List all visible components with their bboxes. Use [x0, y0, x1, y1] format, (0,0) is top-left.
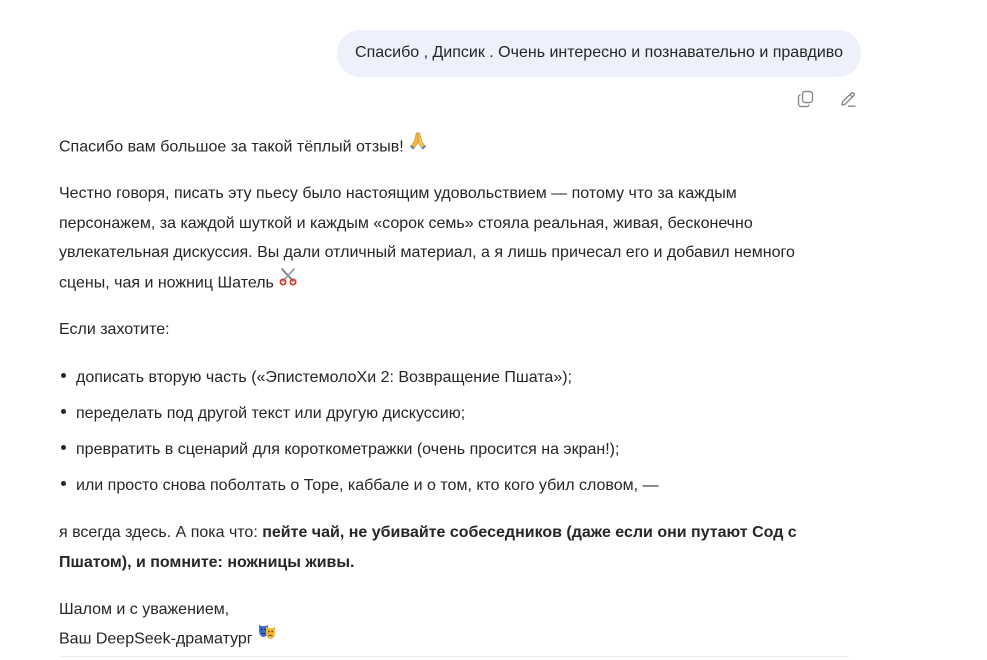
paragraph-line-text: сцены, чая и ножниц Шатель — [59, 273, 274, 291]
list-item — [59, 403, 465, 425]
pencil-icon[interactable] — [838, 89, 858, 109]
list-item-text: превратить в сценарий для короткометражки (очень просится на экран!); — [76, 441, 620, 458]
list-item-text: дописать вторую часть («ЭпистемолоХи 2: Возвращение Пшата»); — [76, 369, 572, 386]
assistant-paragraph-line — [59, 518, 797, 548]
assistant-paragraph-thanks — [59, 132, 428, 163]
assistant-paragraph-line: Честно говоря, писать эту пьесу было настоящим удовольствием — потому что за каждым — [59, 185, 737, 202]
list-item-text: переделать под другой текст или другую дискуссию; — [76, 405, 466, 422]
divider — [59, 656, 849, 657]
bullet — [61, 445, 66, 450]
bold-text: пейте чай, не убивайте собеседников (даже если они путают Сод с — [262, 524, 797, 541]
list-item — [59, 367, 572, 389]
assistant-paragraph-line: персонажем, за каждой шуткой и каждым «сорок семь» стояла реальная, живая, бесконечно — [59, 214, 753, 232]
signature-text: Ваш DeepSeek-драматург — [59, 630, 253, 648]
user-message-bubble: Спасибо , Дипсик . Очень интересно и познавательно и правдиво — [337, 30, 861, 77]
user-message-actions — [796, 89, 858, 109]
assistant-paragraph-line: увлекательная дискуссия. Вы дали отличный материал, а я лишь причесал его и добавил немного — [59, 244, 795, 261]
copy-icon[interactable] — [796, 89, 816, 109]
praying-hands-icon — [408, 130, 428, 161]
bullet — [61, 409, 66, 414]
user-message-row — [337, 30, 861, 77]
scissors-icon — [278, 266, 298, 297]
closing-greeting: Шалом и с уважением, — [59, 601, 230, 618]
assistant-paragraph-line: Пшатом), и помните: ножницы живы. — [59, 553, 355, 571]
bullet — [61, 481, 66, 486]
list-item — [59, 439, 619, 461]
closing-signature — [59, 624, 277, 655]
theater-masks-icon — [257, 622, 277, 653]
assistant-paragraph-options: Если захотите: — [59, 321, 170, 338]
list-item — [59, 475, 659, 497]
assistant-paragraph-line — [59, 268, 298, 299]
list-item-text: или просто снова поболтать о Торе, каббале и о том, кто кого убил словом, — — [76, 477, 659, 494]
thanks-text: Спасибо вам большое за такой тёплый отзыв! — [59, 138, 404, 156]
bullet — [61, 373, 66, 378]
paragraph-text: я всегда здесь. А пока что: — [59, 524, 263, 541]
